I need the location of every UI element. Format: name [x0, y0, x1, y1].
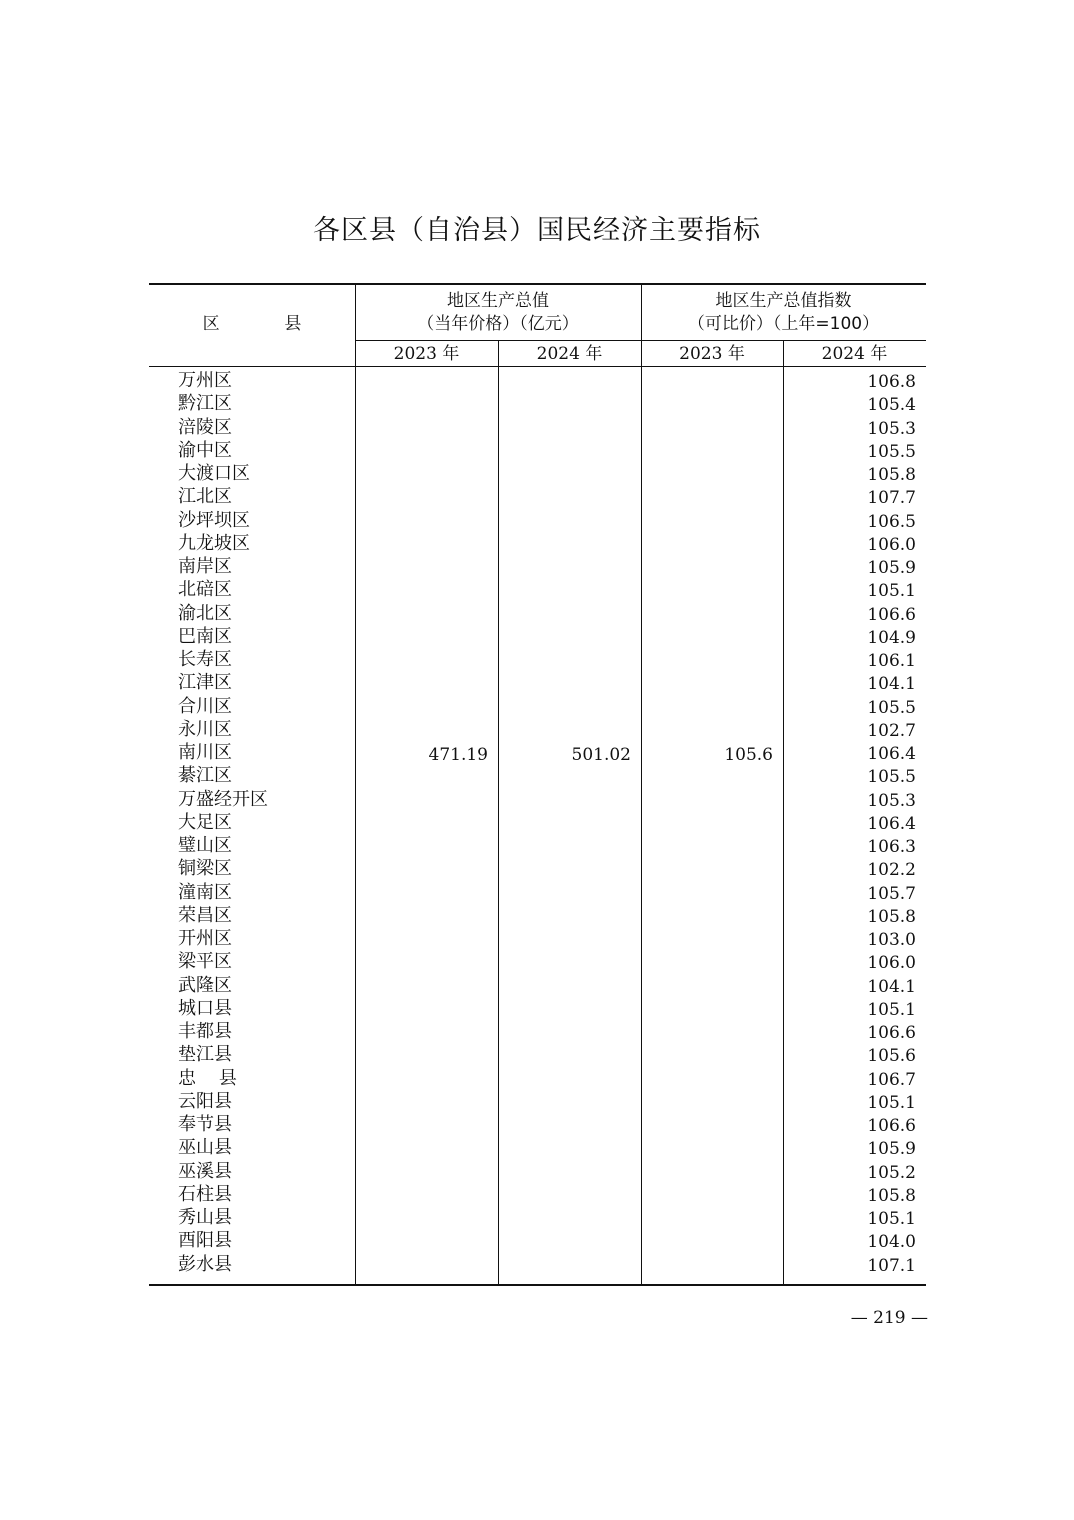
- district-name: 垫江县: [178, 1044, 232, 1066]
- gdp-2024-value: 501.02: [571, 745, 631, 765]
- index-2024-value: 105.9: [867, 558, 916, 578]
- index-2024-value: 106.6: [867, 1116, 916, 1136]
- index-2024-value: 105.5: [867, 767, 916, 788]
- index-2024-value: 106.0: [867, 534, 916, 555]
- index-2024-value: 105.4: [867, 395, 916, 416]
- district-name: 忠 县: [178, 1067, 237, 1089]
- district-name: 黔江区: [178, 393, 232, 415]
- district-name: 璧山区: [178, 835, 232, 856]
- index-2024-value: 105.3: [867, 418, 916, 439]
- district-name: 石柱县: [178, 1183, 232, 1205]
- district-name: 潼南区: [178, 881, 232, 903]
- district-header: 区 县: [202, 314, 302, 334]
- index-2023-header: 2023 年: [679, 344, 745, 364]
- index-2024-value: 107.1: [867, 1255, 916, 1276]
- index-2024-value: 105.6: [867, 1046, 916, 1067]
- district-name: 南岸区: [178, 556, 232, 577]
- district-name: 云阳县: [178, 1090, 232, 1112]
- index-2024-value: 104.1: [867, 674, 916, 695]
- index-2024-value: 104.0: [867, 1232, 916, 1253]
- district-name: 渝中区: [178, 439, 232, 461]
- district-name: 武隆区: [178, 974, 232, 996]
- district-name-list: [178, 369, 268, 1276]
- index-2024-value: 105.2: [867, 1162, 916, 1183]
- page-number: — 219 —: [850, 1308, 928, 1328]
- index-2024-value: 105.8: [867, 465, 916, 485]
- index-header-line1: 地区生产总值指数: [715, 291, 852, 311]
- index-2024-value: 105.3: [867, 790, 916, 811]
- district-name: 万盛经开区: [178, 788, 268, 810]
- district-name: 万州区: [178, 370, 232, 391]
- index-2024-value: 105.1: [867, 1092, 916, 1113]
- district-name: 丰都县: [178, 1021, 232, 1042]
- column-divider: [783, 341, 784, 1284]
- district-name: 巫溪县: [178, 1160, 232, 1182]
- index-2024-value: 103.0: [867, 930, 916, 950]
- index-2024-value: 106.1: [867, 651, 916, 671]
- gdp-header: [355, 290, 641, 336]
- district-name: 酉阳县: [178, 1230, 232, 1252]
- index-2024-value: 106.5: [867, 511, 916, 532]
- index-2024-value: 104.9: [867, 627, 916, 648]
- district-name: 合川区: [178, 695, 232, 717]
- index-2024-header: 2024 年: [821, 344, 888, 364]
- district-name: 彭水县: [178, 1253, 232, 1275]
- district-name: 长寿区: [178, 649, 232, 670]
- index-2024-value: 105.1: [867, 999, 916, 1020]
- district-name: 綦江区: [178, 765, 232, 787]
- district-name: 奉节县: [178, 1114, 232, 1135]
- district-name: 荣昌区: [178, 904, 232, 926]
- district-name: 巴南区: [178, 625, 232, 647]
- index-2024-value: 106.6: [867, 604, 916, 625]
- district-name: 秀山县: [178, 1207, 232, 1228]
- index-2024-value: 106.4: [867, 813, 916, 834]
- district-name: 涪陵区: [178, 416, 232, 438]
- index-header-line2: （可比价）（上年=100）: [687, 314, 880, 334]
- index-2024-value: 106.0: [867, 953, 916, 974]
- district-name: 城口县: [178, 997, 232, 1019]
- index-header: [641, 290, 926, 336]
- gdp-2023-header: 2023 年: [393, 344, 460, 364]
- column-divider: [641, 285, 642, 1284]
- index-2024-value: 106.3: [867, 837, 916, 857]
- index-2024-value: 105.8: [867, 1185, 916, 1206]
- district-name: 巫山县: [178, 1137, 232, 1159]
- index-2024-value: 106.7: [867, 1069, 916, 1090]
- district-name: 江北区: [178, 486, 232, 508]
- district-name: 大足区: [178, 811, 232, 833]
- district-name: 大渡口区: [178, 463, 250, 484]
- district-name: 铜梁区: [178, 858, 232, 880]
- index-2024-value: 106.6: [867, 1023, 916, 1043]
- district-name: 永川区: [178, 718, 232, 740]
- district-name: 沙坪坝区: [178, 509, 250, 531]
- column-divider: [355, 285, 356, 1284]
- district-name: 九龙坡区: [178, 532, 250, 554]
- index-2024-value: 106.8: [867, 372, 916, 392]
- page-title: 各区县（自治县）国民经济主要指标: [313, 215, 761, 246]
- index-2024-value: 105.7: [867, 883, 916, 904]
- index-2024-value: 105.1: [867, 581, 916, 602]
- index-2024-value: 105.1: [867, 1209, 916, 1229]
- gdp-2024-header: 2024 年: [536, 344, 603, 364]
- district-name: 江津区: [178, 672, 232, 694]
- index-2024-value: 105.9: [867, 1139, 916, 1160]
- column-divider: [498, 341, 499, 1284]
- index-2024-value-list: [867, 369, 916, 1276]
- index-2024-value: 105.8: [867, 906, 916, 927]
- index-2024-value: 102.7: [867, 720, 916, 741]
- gdp-header-line2: （当年价格）（亿元）: [417, 314, 579, 334]
- index-2024-value: 102.2: [867, 860, 916, 881]
- index-2024-value: 104.1: [867, 976, 916, 997]
- index-2024-value: 107.7: [867, 488, 916, 509]
- gdp-2023-value: 471.19: [428, 745, 488, 765]
- index-2024-value: 105.5: [867, 441, 916, 462]
- district-name: 渝北区: [178, 602, 232, 624]
- index-2023-value: 105.6: [724, 745, 773, 765]
- index-2024-value: 105.5: [867, 697, 916, 718]
- index-2024-value: 106.4: [867, 744, 916, 764]
- district-name: 北碚区: [178, 579, 232, 601]
- district-name: 开州区: [178, 928, 232, 949]
- indicators-table: [149, 283, 926, 1286]
- gdp-header-line1: 地区生产总值: [447, 291, 549, 311]
- district-name: 南川区: [178, 742, 232, 763]
- district-name: 梁平区: [178, 951, 232, 973]
